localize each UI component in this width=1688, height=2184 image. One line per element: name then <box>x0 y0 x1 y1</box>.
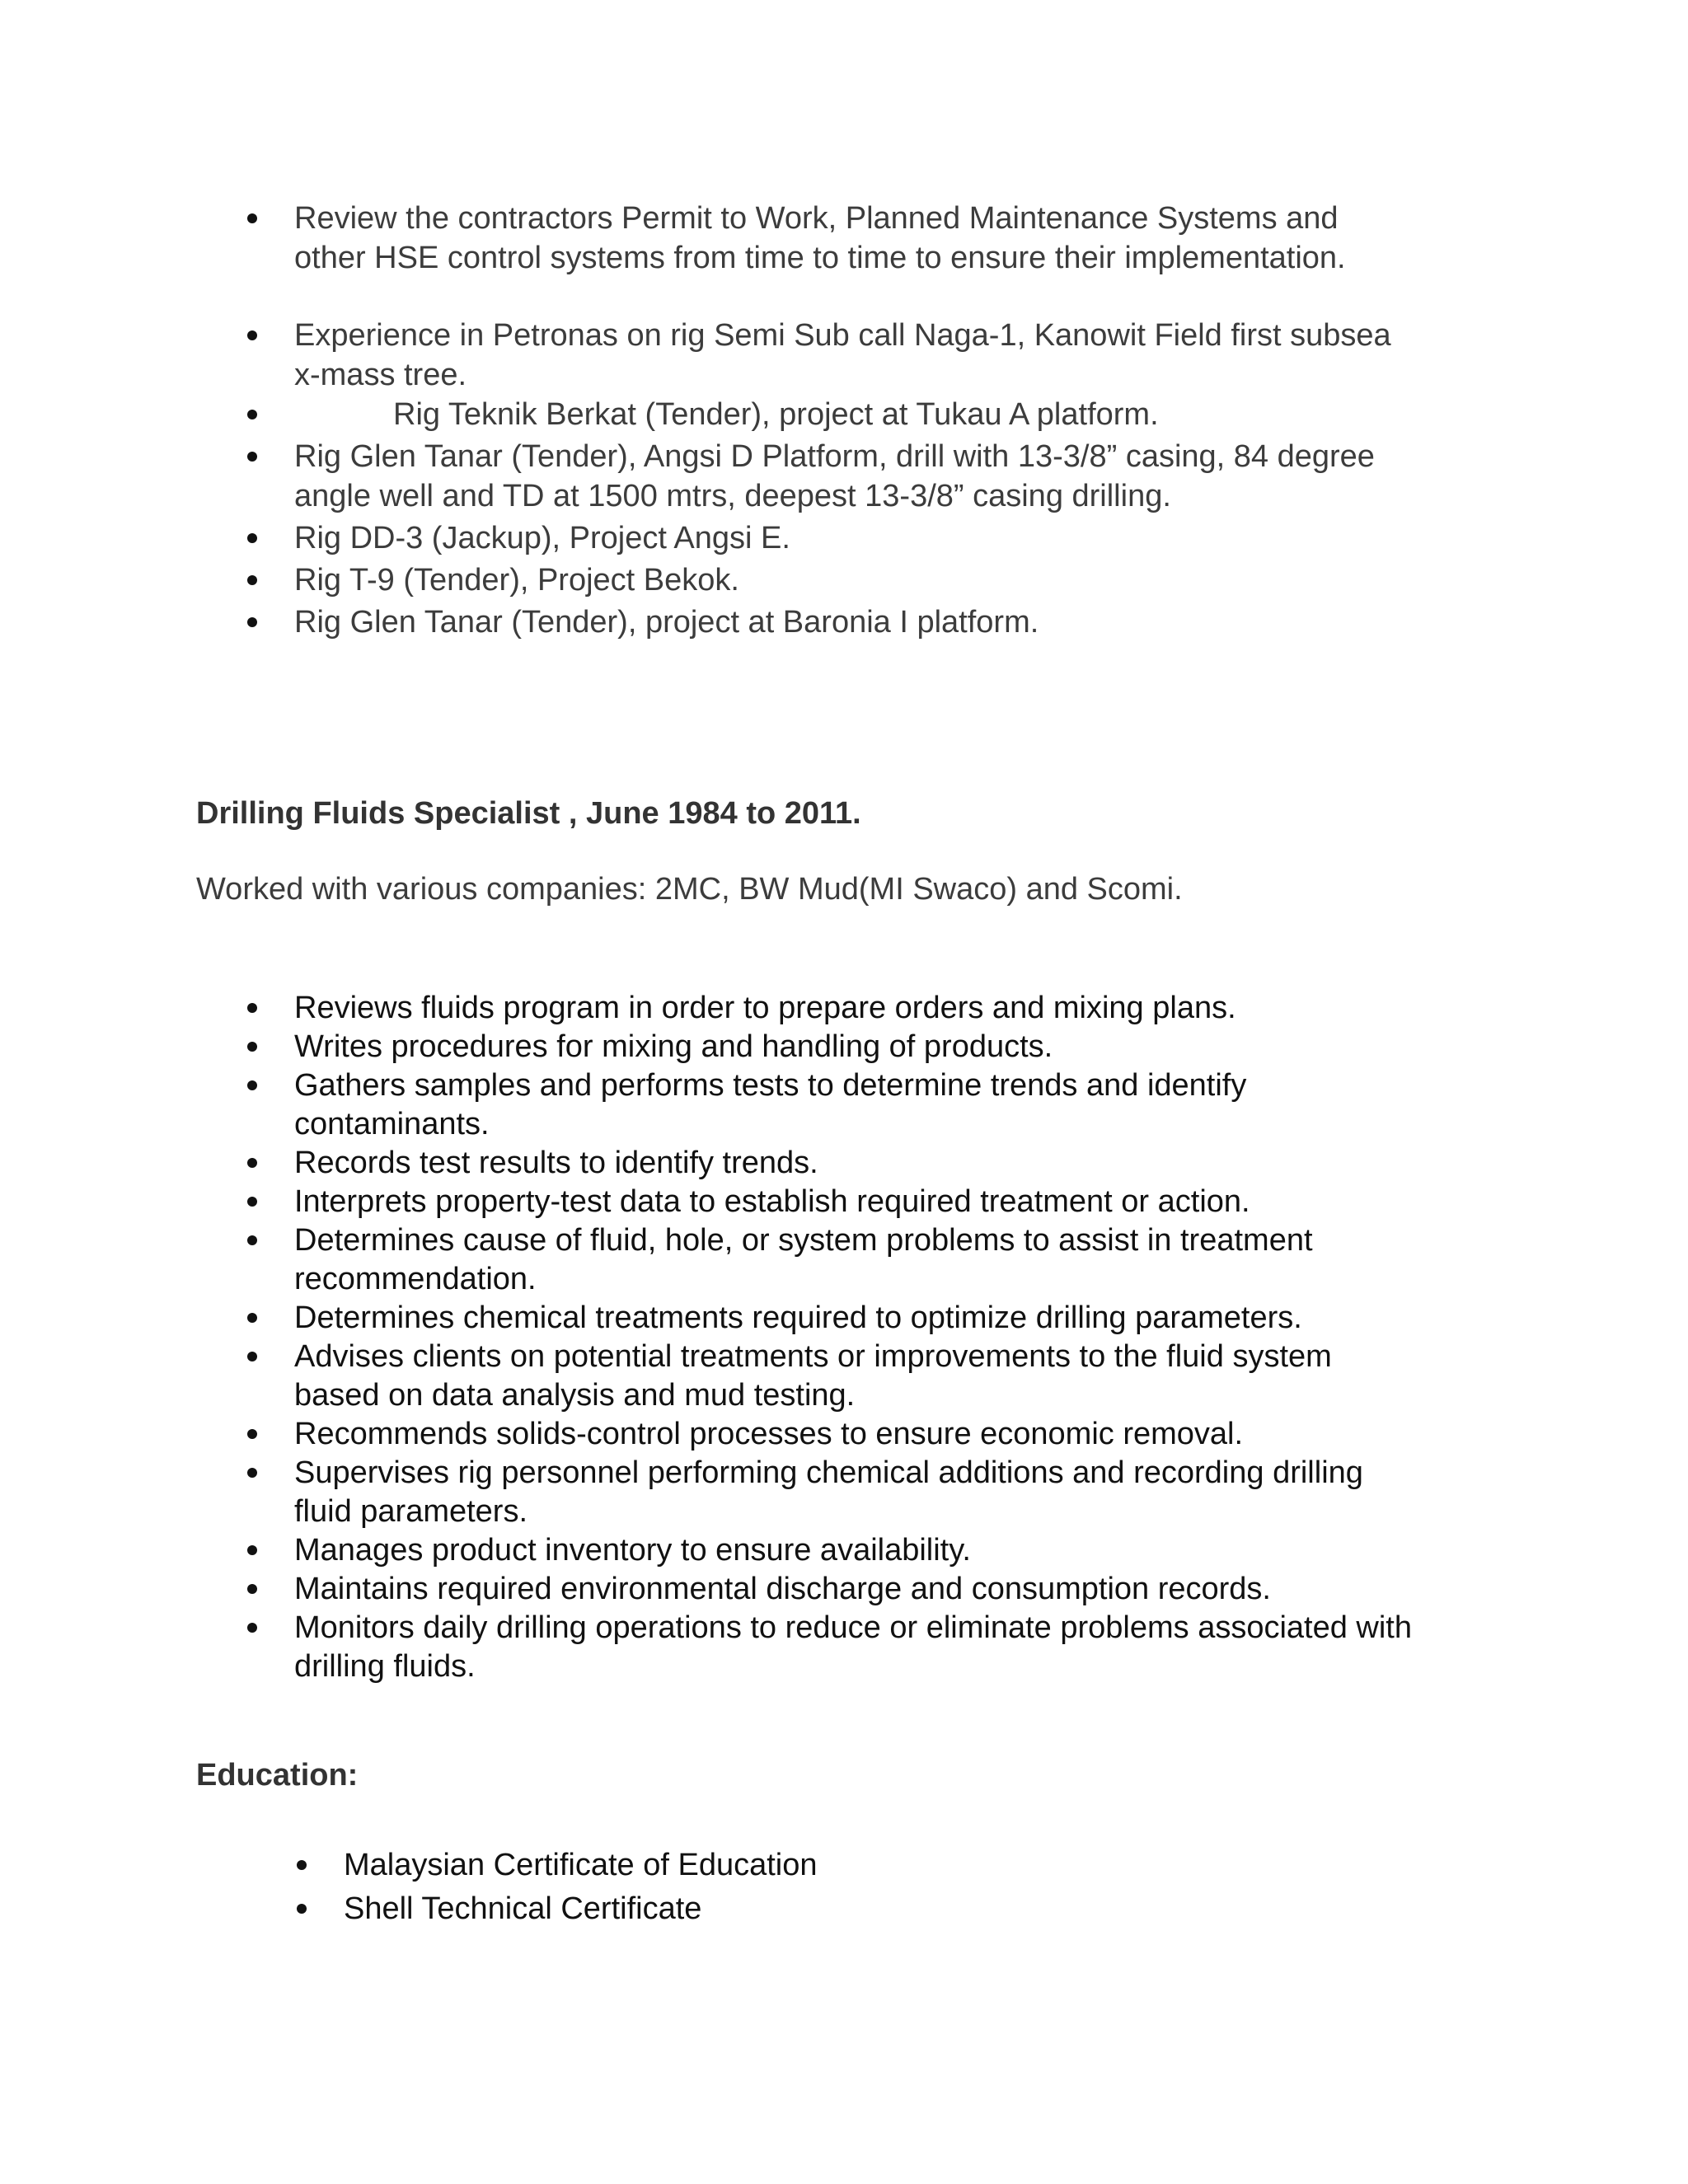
list-item-line: angle well and TD at 1500 mtrs, deepest 13-3/8” casing drilling. <box>294 479 1171 513</box>
list-item-line: Reviews fluids program in order to prepare orders and mixing plans. <box>294 991 1236 1025</box>
bullet-icon <box>247 575 257 585</box>
list-item-line: Manages product inventory to ensure availability. <box>294 1533 971 1568</box>
list-item-line: based on data analysis and mud testing. <box>294 1378 856 1413</box>
list-item-line: Recommends solids-control processes to ensure economic removal. <box>294 1417 1244 1451</box>
education-heading: Education: <box>196 1758 359 1793</box>
bullet-icon <box>247 1352 257 1361</box>
list-item-line: Review the contractors Permit to Work, Planned Maintenance Systems and <box>294 201 1339 236</box>
bullet-icon <box>247 1080 257 1090</box>
bullet-icon <box>247 452 257 462</box>
list-item-line: Gathers samples and performs tests to determine trends and identify <box>294 1068 1247 1103</box>
list-item-line: Determines chemical treatments required to optimize drilling parameters. <box>294 1301 1302 1335</box>
bullet-icon <box>247 533 257 543</box>
bullet-icon <box>247 1584 257 1594</box>
list-item-line: Supervises rig personnel performing chemical additions and recording drilling <box>294 1455 1363 1490</box>
bullet-icon <box>247 330 257 340</box>
list-item-line: Interprets property-test data to establish required treatment or action. <box>294 1184 1250 1219</box>
bullet-icon <box>247 1003 257 1013</box>
bullet-icon <box>247 213 257 223</box>
bullet-icon <box>247 1545 257 1555</box>
list-item-line: Monitors daily drilling operations to reduce or eliminate problems associated with <box>294 1610 1412 1645</box>
list-item-line: Rig DD-3 (Jackup), Project Angsi E. <box>294 521 790 555</box>
bullet-icon <box>247 1429 257 1439</box>
list-item-line: Rig Glen Tanar (Tender), project at Baronia I platform. <box>294 605 1039 640</box>
list-item-line: Maintains required environmental discharge and consumption records. <box>294 1572 1271 1606</box>
list-item-line: Determines cause of fluid, hole, or system problems to assist in treatment <box>294 1223 1313 1258</box>
list-item-line: Rig Glen Tanar (Tender), Angsi D Platform, drill with 13-3/8” casing, 84 degree <box>294 439 1375 474</box>
list-item-line: drilling fluids. <box>294 1649 476 1684</box>
bullet-icon <box>297 1904 307 1914</box>
section-intro: Worked with various companies: 2MC, BW Mud(MI Swaco) and Scomi. <box>196 872 1183 907</box>
bullet-icon <box>247 1468 257 1478</box>
list-item-line: recommendation. <box>294 1262 537 1296</box>
list-item-line: other HSE control systems from time to time to ensure their implementation. <box>294 241 1346 275</box>
section-heading: Drilling Fluids Specialist , June 1984 to 2011. <box>196 796 861 831</box>
list-item-line: Writes procedures for mixing and handling of products. <box>294 1029 1053 1064</box>
list-item-line: x-mass tree. <box>294 358 467 392</box>
list-item-line: Malaysian Certificate of Education <box>344 1848 818 1882</box>
bullet-icon <box>247 410 257 419</box>
bullet-icon <box>297 1860 307 1870</box>
list-item-line: Experience in Petronas on rig Semi Sub call Naga-1, Kanowit Field first subsea <box>294 318 1391 353</box>
list-item-line: Shell Technical Certificate <box>344 1891 702 1926</box>
bullet-icon <box>247 1158 257 1168</box>
bullet-icon <box>247 617 257 627</box>
list-item-line: Rig T-9 (Tender), Project Bekok. <box>294 563 739 598</box>
bullet-icon <box>247 1235 257 1245</box>
bullet-icon <box>247 1197 257 1207</box>
bullet-icon <box>247 1313 257 1323</box>
list-item-line: Records test results to identify trends. <box>294 1146 818 1180</box>
list-item-line: fluid parameters. <box>294 1494 528 1529</box>
list-item-line: contaminants. <box>294 1107 490 1141</box>
list-item-line: Rig Teknik Berkat (Tender), project at Tukau A platform. <box>393 397 1159 432</box>
bullet-icon <box>247 1042 257 1052</box>
bullet-icon <box>247 1623 257 1633</box>
list-item-line: Advises clients on potential treatments or improvements to the fluid system <box>294 1339 1332 1374</box>
